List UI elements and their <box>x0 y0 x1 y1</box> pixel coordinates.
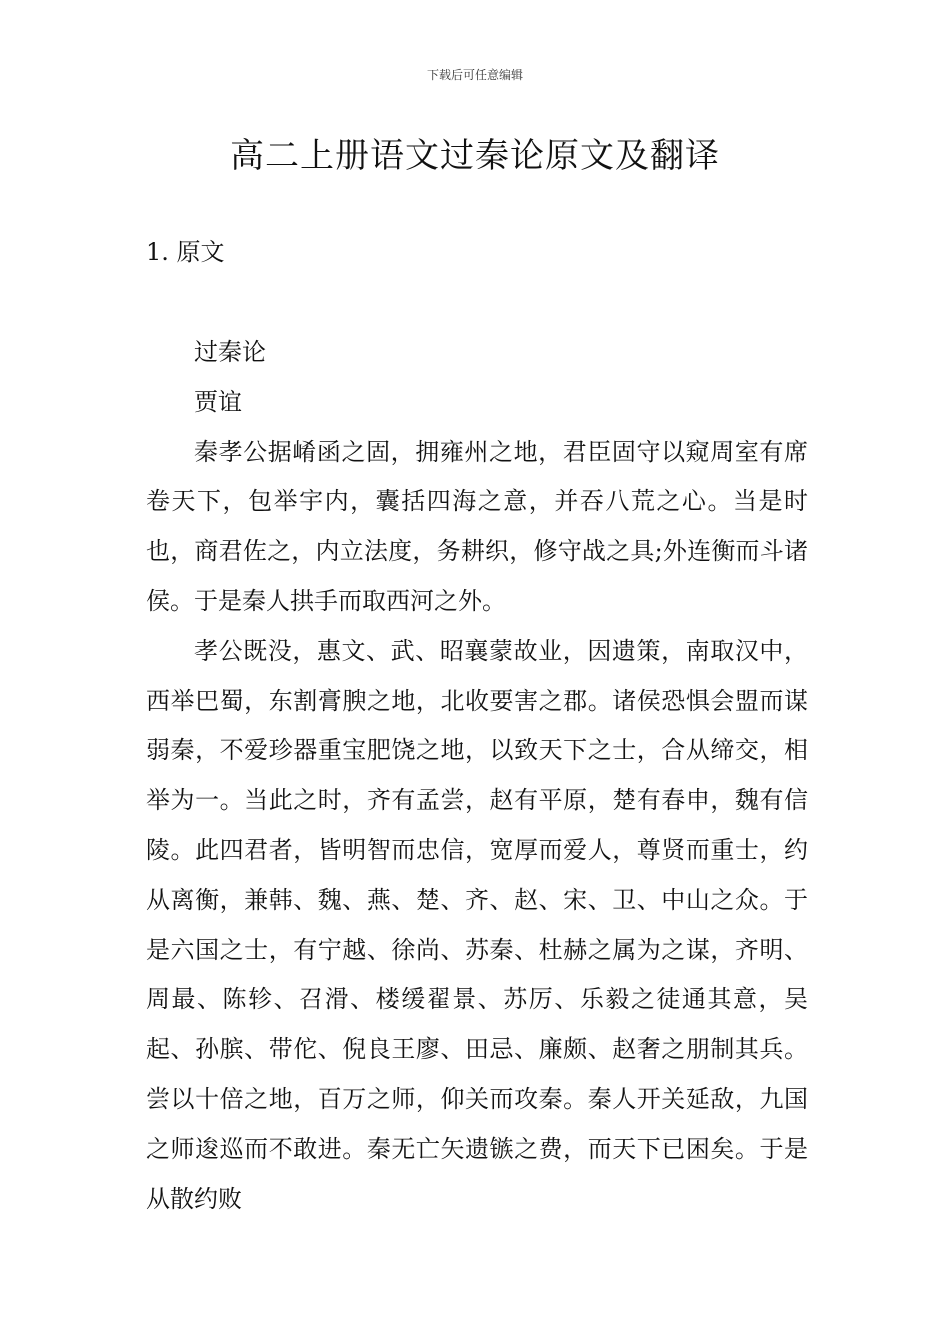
paragraph: 孝公既没，惠文、武、昭襄蒙故业，因遗策，南取汉中，西举巴蜀，东割膏腴之地，北收要害之郡。诸侯恐惧会盟而谋弱秦，不爱珍器重宝肥饶之地，以致天下之士，合从缔交，相举为一。当此之时，齐有孟尝，赵有平原，楚有春申，魏有信陵。此四君者，皆明智而忠信，宽厚而爱人，尊贤而重士，约从离衡，兼韩、魏、燕、楚、齐、赵、宋、卫、中山之众。于是六国之士，有宁越、徐尚、苏秦、杜赫之属为之谋，齐明、周最、陈轸、召滑、楼缓翟景、苏厉、乐毅之徒通其意，吴起、孙膑、带佗、倪良王廖、田忌、廉颇、赵奢之朋制其兵。尝以十倍之地，百万之师，仰关而攻秦。秦人开关延敌，九国之师逡巡而不敢进。秦无亡矢遗镞之费，而天下已困矣。于是从散约败 <box>146 636 808 1213</box>
body-text <box>146 328 808 1224</box>
paragraph: 秦孝公据崤函之固，拥雍州之地，君臣固守以窥周室有席卷天下，包举宇内，囊括四海之意，并吞八荒之心。当是时也，商君佐之，内立法度，务耕织，修守战之具;外连衡而斗诸侯。于是秦人拱手而取西河之外。 <box>146 437 808 615</box>
header-note: 下载后可任意编辑 <box>426 68 523 82</box>
work-title: 过秦论 <box>194 338 266 366</box>
section-heading: 1. 原文 <box>146 238 225 266</box>
document-title: 高二上册语文过秦论原文及翻译 <box>230 136 720 176</box>
author-name: 贾谊 <box>194 387 242 416</box>
